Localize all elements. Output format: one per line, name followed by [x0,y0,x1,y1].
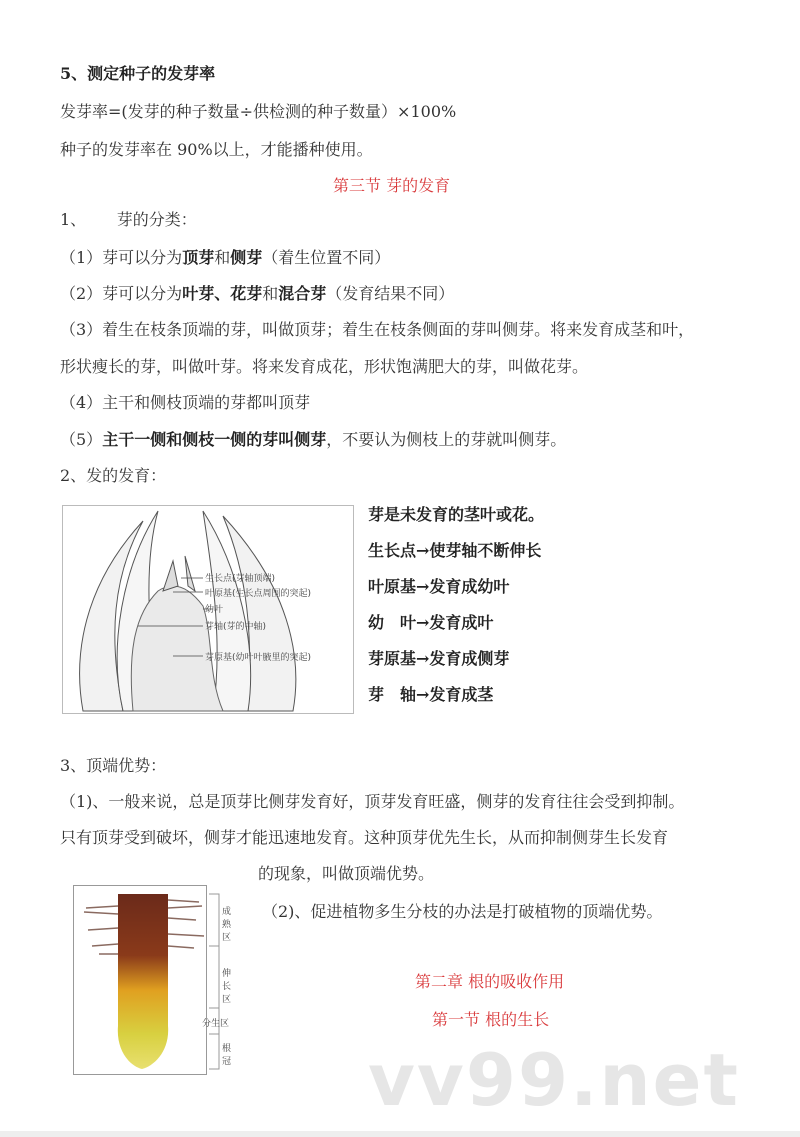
label-bud-primordium: 芽原基(幼叶叶腋里的突起) [205,653,312,663]
bud-diagram [62,505,354,714]
heading-3: 3、顶端优势： [60,756,167,775]
heading-1: 1、 芽的分类： [60,210,197,229]
bud-fact-2: 叶原基→发育成幼叶 [368,577,510,596]
label-root-cap: 根冠 [222,1044,232,1067]
watermark: vv99.net [368,1038,740,1122]
apical-para-2: 只有顶芽受到破坏，侧芽才能迅速地发育。这种顶芽优先生长，从而抑制侧芽生长发育 [60,828,669,847]
label-maturation-zone: 成熟区 [222,907,232,943]
chapter-heading: 第二章 根的吸收作用 [415,972,565,991]
label-young-leaf: 幼叶 [205,605,224,615]
item-3b: 形状瘦长的芽，叫做叶芽。将来发育成花，形状饱满肥大的芽，叫做花芽。 [60,357,589,376]
note: 种子的发芽率在 90%以上，才能播种使用。 [60,140,373,159]
item-3a: （3）着生在枝条顶端的芽，叫做顶芽；着生在枝条侧面的芽叫侧芽。将来发育成茎和叶， [60,320,695,339]
page-bottom-edge [0,1131,800,1137]
apical-para-3: 的现象，叫做顶端优势。 [258,864,435,883]
root-diagram [73,885,232,1075]
label-elongation-zone: 伸长区 [222,969,232,1005]
formula: 发芽率=(发芽的种子数量÷供检测的种子数量）×100% [60,102,457,121]
item-1: （1）芽可以分为顶芽和侧芽（着生位置不同） [60,248,391,267]
label-meristem-zone: 分生区 [202,1019,230,1029]
label-growing-point: 生长点(芽轴顶端) [205,574,276,584]
item-4: （4）主干和侧枝顶端的芽都叫顶芽 [60,393,311,412]
bud-fact-5: 芽 轴→发育成茎 [368,685,494,704]
item-2: （2）芽可以分为叶芽、花芽和混合芽（发育结果不同） [60,284,455,303]
chapter-subheading: 第一节 根的生长 [432,1010,550,1029]
apical-para-4: （2)、促进植物多生分枝的办法是打破植物的顶端优势。 [262,902,663,921]
label-bud-axis: 芽轴(芽的中轴) [205,622,267,632]
section-heading: 第三节 芽的发育 [333,176,451,195]
bud-fact-1: 生长点→使芽轴不断伸长 [368,541,542,560]
bud-fact-0: 芽是未发育的茎叶或花。 [368,505,545,524]
heading-2: 2、发的发育： [60,466,167,485]
s5-title: 5、测定种子的发芽率 [60,64,216,83]
bud-fact-3: 幼 叶→发育成叶 [368,613,494,632]
label-leaf-primordium: 叶原基(生长点周围的突起) [205,589,312,599]
apical-para-1: （1)、一般来说，总是顶芽比侧芽发育好，顶芽发育旺盛，侧芽的发育往往会受到抑制。 [60,792,685,811]
item-5: （5）主干一侧和侧枝一侧的芽叫侧芽，不要认为侧枝上的芽就叫侧芽。 [60,430,567,449]
bud-fact-4: 芽原基→发育成侧芽 [368,649,510,668]
